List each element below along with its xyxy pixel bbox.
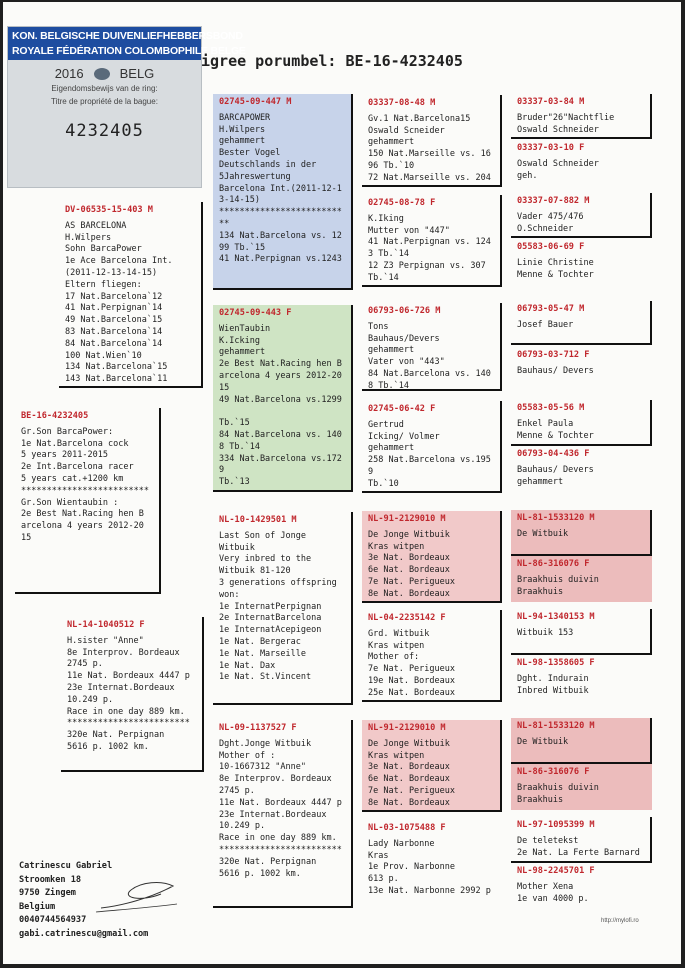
ring-id: 03337-03-84 M — [517, 97, 585, 107]
info-line: arcelona 4 years 2012-20 — [21, 521, 144, 532]
info-line: Gertrud — [368, 419, 404, 430]
info-line: ************************ — [219, 844, 342, 855]
info-line: Race in one day 889 km. — [67, 706, 185, 717]
year-row — [8, 66, 201, 81]
ring-number: 4232405 — [65, 121, 144, 141]
dsd-card — [362, 610, 502, 702]
info-line: H.Wilpers — [219, 124, 266, 135]
info-line: 3-14-15) — [219, 195, 260, 206]
pedigree-sheet — [3, 2, 681, 964]
ring-id: 05583-05-56 M — [517, 403, 585, 413]
g5-card — [511, 817, 652, 863]
info-line: 23e Internat.Bordeaux — [67, 682, 175, 693]
info-line: Braakhuis duivin — [517, 574, 599, 585]
ring-id: 06793-03-712 F — [517, 350, 590, 360]
ring-id: 03337-07-882 M — [517, 196, 590, 206]
info-line: Last Son of Jonge — [219, 530, 306, 541]
g5-card — [511, 301, 652, 345]
info-line: Oswald Scneider — [368, 125, 445, 136]
ring-id: NL-98-1358605 F — [517, 658, 595, 668]
info-line: Very inbred to the — [219, 554, 312, 565]
info-line: 8e Nat. Bordeaux — [368, 797, 450, 808]
info-line: Tb.`14 — [368, 272, 399, 283]
info-line: K.Iking — [368, 213, 404, 224]
owner-city: 9750 Zingem — [19, 888, 76, 899]
info-line: Braakhuis duivin — [517, 782, 599, 793]
info-line: 2745 p. — [67, 659, 103, 670]
info-line: Oswald Schneider — [517, 158, 599, 169]
info-line: O.Schneider — [517, 223, 574, 234]
info-line: 9 — [368, 466, 374, 477]
info-line: Kras witpen — [368, 750, 425, 761]
dds-card — [362, 720, 502, 812]
info-line: 11e Nat. Bordeaux 4447 p — [67, 671, 190, 682]
info-line: 3 generations offspring — [219, 577, 337, 588]
g5-card — [511, 239, 652, 286]
ring-id: 03337-03-10 F — [517, 143, 585, 153]
info-line: Witbuik 81-120 — [219, 566, 291, 577]
info-line: Mother of : — [219, 750, 276, 761]
info-line: Barcelona Int.(2011-12-1 — [219, 183, 342, 194]
info-line: Bruder"26"Nachtflie — [517, 112, 615, 123]
g5-card — [511, 94, 652, 139]
federation-header — [8, 27, 246, 60]
sdd-card — [362, 401, 502, 493]
info-line: 3e Nat. Bordeaux — [368, 553, 450, 564]
dam-card — [61, 617, 204, 772]
info-line: 11e Nat. Bordeaux 4447 p — [219, 797, 342, 808]
info-line: 10-1667312 "Anne" — [219, 762, 306, 773]
ownership-label-fr: Titre de propriété de la bague: — [51, 97, 158, 106]
info-line: gehammert — [368, 137, 415, 148]
info-line: ************************ — [219, 207, 342, 218]
info-line: De Witbuik — [517, 736, 569, 747]
info-line: won: — [219, 589, 240, 600]
info-line: gehammert — [219, 347, 266, 358]
g5-card — [511, 863, 652, 909]
federation-name-fr: ROYALE FÉDÉRATION COLOMBOPHILE BELGE — [12, 45, 246, 57]
ring-id: NL-86-316076 F — [517, 767, 590, 777]
info-line: ************************* — [21, 485, 149, 496]
info-line: 13e Nat. Narbonne 2992 p — [368, 885, 491, 896]
info-line: 9 — [219, 465, 225, 476]
info-line: 2e Nat. La Ferte Barnard — [517, 847, 640, 858]
info-line — [219, 406, 346, 418]
ring-id: 05583-06-69 F — [517, 242, 585, 252]
g5-card — [511, 510, 652, 556]
info-line: Grd. Witbuik — [368, 628, 430, 639]
info-line: H.Wilpers — [65, 232, 112, 243]
info-line: BARCAPOWER — [219, 112, 271, 123]
info-line: 8 Tb.`14 — [368, 380, 409, 391]
info-line: De Jonge Witbuik — [368, 738, 450, 749]
info-line: 2745 p. — [219, 785, 255, 796]
info-line: 15 — [21, 532, 32, 543]
info-line: Tb.`10 — [368, 478, 399, 489]
info-line: Kras witpen — [368, 640, 425, 651]
info-line: Tons — [368, 321, 389, 332]
info-line: 134 Nat.Barcelona vs. 12 — [219, 230, 342, 241]
dam-sire-card — [213, 512, 353, 705]
ring-id: 02745-09-443 F — [219, 308, 292, 318]
info-line: 8 Tb.`14 — [219, 441, 260, 452]
ring-id: NL-09-1137527 F — [219, 723, 297, 733]
info-line: 1e van 4000 p. — [517, 893, 589, 904]
ring-id: NL-81-1533120 M — [517, 513, 595, 523]
info-line: 258 Nat.Barcelona vs.195 — [368, 455, 491, 466]
ring-id: 06793-04-436 F — [517, 449, 590, 459]
info-line: 19e Nat. Bordeaux — [368, 675, 455, 686]
info-line: 6e Nat. Bordeaux — [368, 774, 450, 785]
info-line: 7e Nat. Perigueux — [368, 664, 455, 675]
info-line: Kras witpen — [368, 541, 425, 552]
ring-id: NL-86-316076 F — [517, 559, 590, 569]
ring-id: NL-10-1429501 M — [219, 515, 297, 525]
ring-id: NL-94-1340153 M — [517, 612, 595, 622]
info-line: H.sister "Anne" — [67, 635, 144, 646]
info-line: 83 Nat.Barcelona`14 — [65, 326, 163, 337]
info-line: 10.249 p. — [67, 694, 114, 705]
info-line: 3 Tb.`14 — [368, 249, 409, 260]
ssd-card — [362, 195, 502, 287]
info-line: De teletekst — [517, 835, 579, 846]
ring-id: 02745-09-447 M — [219, 97, 292, 107]
info-line: 41 Nat.Perpignan`14 — [65, 303, 163, 314]
info-line: 1e InternatAcepigeon — [219, 625, 322, 636]
ddd-card — [362, 820, 502, 910]
g5-card — [511, 609, 652, 655]
info-line: Vader 475/476 — [517, 211, 584, 222]
owner-street: Stroomken 18 — [19, 874, 82, 885]
info-line: arcelona 4 years 2012-20 — [219, 370, 342, 381]
owner-email: gabi.catrinescu@gmail.com — [19, 928, 149, 939]
ring-id: BE-16-4232405 — [21, 411, 89, 421]
ring-id: NL-91-2129010 M — [368, 514, 446, 524]
info-line: De Witbuik — [517, 528, 569, 539]
info-line: 143 Nat.Barcelona`11 — [65, 374, 168, 385]
ring-id: NL-91-2129010 M — [368, 723, 446, 733]
info-line: 99 Tb.`15 — [219, 242, 266, 253]
info-line: 134 Nat.Barcelona`15 — [65, 362, 168, 373]
sire-sire-card — [213, 94, 353, 290]
info-line: 84 Nat.Barcelona vs. 140 — [219, 429, 342, 440]
info-line: Eltern fliegen: — [65, 279, 142, 290]
info-line: 3e Nat. Bordeaux — [368, 762, 450, 773]
federation-logo-icon — [94, 68, 110, 80]
info-line: Josef Bauer — [517, 319, 574, 330]
info-line: ************************ — [67, 718, 190, 729]
ring-id: 03337-08-48 M — [368, 98, 436, 108]
info-line: geh. — [517, 170, 538, 181]
info-line: 8e Nat. Bordeaux — [368, 588, 450, 599]
info-line: 15 — [219, 382, 230, 393]
footer-url: http://mylofi.ro — [601, 918, 639, 924]
info-line: 84 Nat.Barcelona vs. 140 — [368, 368, 491, 379]
info-line: 2e Best Nat.Racing hen B — [21, 509, 144, 520]
info-line: Vater von "443" — [368, 357, 445, 368]
g5-card — [511, 655, 652, 702]
info-line: Braakhuis — [517, 586, 564, 597]
info-line: 1e Prov. Narbonne — [368, 862, 455, 873]
info-line: 320e Nat. Perpignan — [219, 856, 317, 867]
info-line: 2e Best Nat.Racing hen B — [219, 359, 342, 370]
ring-id: NL-81-1533120 M — [517, 721, 595, 731]
info-line: 613 p. — [368, 874, 399, 885]
info-line: 2e Int.Barcelona racer — [21, 462, 134, 473]
info-line: Tb.`13 — [219, 477, 250, 488]
info-line: Deutschlands in der — [219, 159, 317, 170]
info-line: ** — [219, 218, 230, 229]
info-line: 5 years 2011-2015 — [21, 450, 108, 461]
info-line: Enkel Paula — [517, 418, 574, 429]
info-line: Bauhaus/ Devers — [517, 464, 594, 475]
info-line: (2011-12-13-14-15) — [65, 267, 158, 278]
owner-country: Belgium — [19, 901, 56, 912]
ring-id: NL-03-1075488 F — [368, 823, 446, 833]
g5-card — [511, 718, 652, 764]
info-line: 41 Nat.Perpignan vs.1243 — [219, 254, 342, 265]
info-line: Menne & Tochter — [517, 269, 594, 280]
dss-card — [362, 511, 502, 603]
info-line: 8e Interprov. Bordeaux — [219, 774, 332, 785]
ring-id: DV-06535-15-403 M — [65, 205, 153, 215]
ring-id: 06793-05-47 M — [517, 304, 585, 314]
info-line: 1e Ace Barcelona Int. — [65, 256, 173, 267]
info-line: Sohn BarcaPower — [65, 244, 142, 255]
g5-card — [511, 764, 652, 810]
info-line: 1e Nat. Dax — [219, 660, 276, 671]
info-line: 41 Nat.Perpignan vs. 124 — [368, 237, 491, 248]
info-line: Bauhaus/Devers — [368, 333, 440, 344]
info-line: Mutter von "447" — [368, 225, 450, 236]
info-line: De Jonge Witbuik — [368, 529, 450, 540]
info-line: Gr.Son BarcaPower: — [21, 426, 114, 437]
info-line: 5616 p. 1002 km. — [219, 868, 301, 879]
info-line: 17 Nat.Barcelona`12 — [65, 291, 163, 302]
info-line: Gr.Son Wientaubin : — [21, 497, 119, 508]
info-line: 100 Nat.Wien`10 — [65, 350, 142, 361]
ring-id: 06793-06-726 M — [368, 306, 441, 316]
g5-card — [511, 446, 652, 492]
info-line: 1e Nat.Barcelona cock — [21, 438, 129, 449]
info-line: Mother Xena — [517, 881, 574, 892]
info-line: gehammert — [368, 345, 415, 356]
info-line: 10.249 p. — [219, 821, 266, 832]
info-line: Race in one day 889 km. — [219, 833, 337, 844]
info-line: 1e Nat. Marseille — [219, 648, 306, 659]
info-line: 72 Nat.Marseille vs. 204 — [368, 172, 491, 183]
info-line: WienTaubin — [219, 323, 271, 334]
info-line: 7e Nat. Perigueux — [368, 785, 455, 796]
info-line: 5 years cat.+1200 km — [21, 473, 124, 484]
info-line: 12 Z3 Perpignan vs. 307 — [368, 260, 486, 271]
info-line: 2e InternatBarcelona — [219, 613, 322, 624]
info-line: 5616 p. 1002 km. — [67, 741, 149, 752]
info-line: Witbuik — [219, 542, 255, 553]
info-line: Lady Narbonne — [368, 838, 435, 849]
info-line: 84 Nat.Barcelona`14 — [65, 338, 163, 349]
info-line: 1e InternatPerpignan — [219, 601, 322, 612]
info-line: Mother of: — [368, 652, 420, 663]
g5-card — [511, 140, 652, 186]
ring-year: 2016 — [54, 66, 84, 81]
info-line: gehammert — [219, 136, 266, 147]
owner-phone: 0040744564937 — [19, 915, 87, 926]
info-line: AS BARCELONA — [65, 220, 127, 231]
owner-name: Catrinescu Gabriel — [19, 861, 113, 871]
sire-dam-card — [213, 305, 353, 492]
info-line: 8e Interprov. Bordeaux — [67, 647, 180, 658]
info-line: Bauhaus/ Devers — [517, 365, 594, 376]
ring-id: 02745-06-42 F — [368, 404, 436, 414]
sds-card — [362, 303, 502, 391]
info-line: Witbuik 153 — [517, 627, 574, 638]
info-line: Tb.`15 — [219, 418, 250, 429]
info-line: 23e Internat.Bordeaux — [219, 809, 327, 820]
info-line: Inbred Witbuik — [517, 685, 589, 696]
g5-card — [511, 193, 652, 238]
info-line: 320e Nat. Perpignan — [67, 730, 165, 741]
info-line: 49 Nat.Barcelona`15 — [65, 315, 163, 326]
sss-card — [362, 95, 502, 187]
dam-dam-card — [213, 720, 353, 908]
info-line: 5Jahreswertung — [219, 171, 291, 182]
info-line: 334 Nat.Barcelona vs.172 — [219, 453, 342, 464]
info-line: Braakhuis — [517, 794, 564, 805]
subject-pigeon — [15, 408, 161, 594]
info-line: 150 Nat.Marseille vs. 16 — [368, 149, 491, 160]
page-title: igree porumbel: BE-16-4232405 — [201, 52, 463, 70]
g5-card — [511, 347, 652, 389]
info-line: Menne & Tochter — [517, 430, 594, 441]
info-line: K.Icking — [219, 335, 260, 346]
ring-id: NL-04-2235142 F — [368, 613, 446, 623]
info-line: 96 Tb.`10 — [368, 160, 415, 171]
info-line: 7e Nat. Perigueux — [368, 576, 455, 587]
ring-id: NL-98-2245701 F — [517, 866, 595, 876]
ring-id: NL-97-1095399 M — [517, 820, 595, 830]
info-line: Kras — [368, 850, 389, 861]
g5-card — [511, 556, 652, 602]
info-line: Gv.1 Nat.Barcelona15 — [368, 113, 471, 124]
info-line: 1e Nat. Bergerac — [219, 636, 301, 647]
info-line: 49 Nat.Barcelona vs.1299 — [219, 394, 342, 405]
ring-id: 02745-08-78 F — [368, 198, 436, 208]
info-line: 1e Nat. St.Vincent — [219, 672, 312, 683]
sire-card — [59, 202, 203, 388]
info-line: Dght.Jonge Witbuik — [219, 738, 312, 749]
ring-id: NL-14-1040512 F — [67, 620, 145, 630]
ring-country: BELG — [119, 66, 155, 81]
ownership-label-nl: Eigendomsbewijs van de ring: — [51, 84, 158, 93]
federation-name-nl: KON. BELGISCHE DUIVENLIEFHEBBERSBOND — [12, 30, 243, 42]
info-line: Icking/ Volmer — [368, 431, 440, 442]
info-line: Bester Vogel — [219, 148, 281, 159]
info-line: Oswald Schneider — [517, 124, 599, 135]
info-line: 6e Nat. Bordeaux — [368, 565, 450, 576]
owner-signature — [91, 868, 181, 918]
info-line: gehammert — [517, 476, 564, 487]
info-line: gehammert — [368, 443, 415, 454]
info-line: 25e Nat. Bordeaux — [368, 687, 455, 698]
info-line: Linie Christine — [517, 257, 594, 268]
g5-card — [511, 400, 652, 446]
info-line: Dght. Indurain — [517, 673, 589, 684]
